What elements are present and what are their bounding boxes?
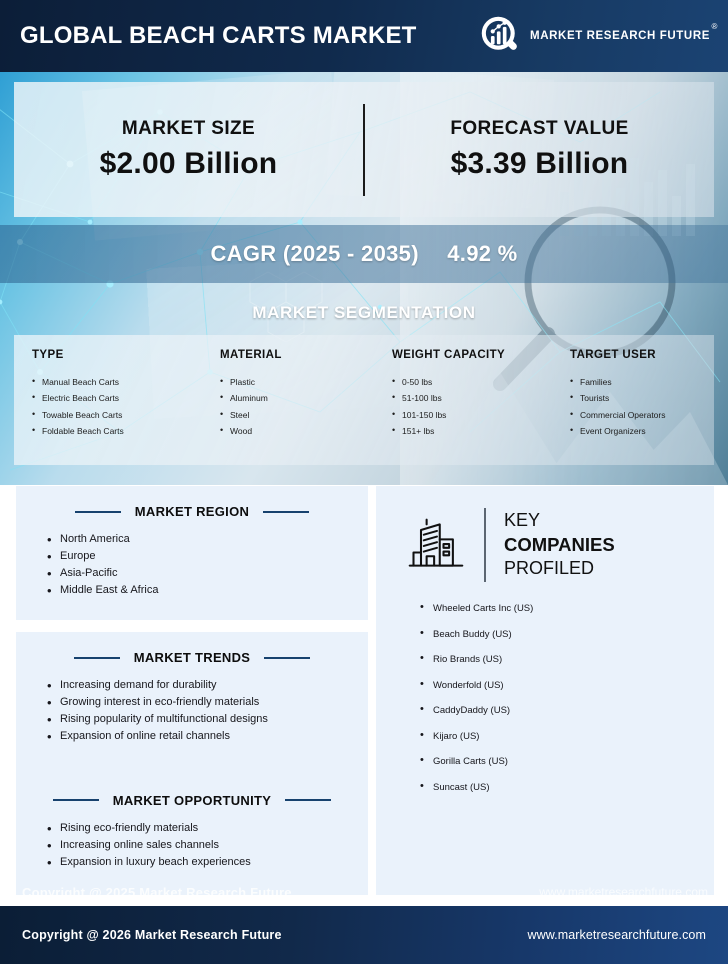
segment-list bbox=[220, 374, 374, 439]
market-size-label: MARKET SIZE bbox=[121, 118, 256, 139]
list-item: • Growing interest in eco-friendly materials bbox=[46, 694, 368, 711]
list-item: • Families bbox=[570, 374, 714, 390]
list-item: • Aluminum bbox=[220, 390, 374, 406]
segment-list bbox=[392, 374, 552, 439]
market-opportunity-title: MARKET OPPORTUNITY bbox=[112, 792, 272, 808]
list-item: • Rising popularity of multifunctional designs bbox=[46, 711, 368, 728]
market-opportunity-title-row bbox=[16, 793, 368, 808]
market-trends-title: MARKET TRENDS bbox=[133, 650, 251, 665]
list-item: • Foldable Beach Carts bbox=[32, 423, 202, 439]
footer-url[interactable]: www.marketresearchfuture.com bbox=[527, 928, 706, 942]
registered-trademark-icon: ® bbox=[711, 22, 718, 31]
segment-column-type bbox=[14, 349, 202, 465]
key-companies-line2: COMPANIES bbox=[504, 533, 615, 555]
office-building-icon bbox=[406, 515, 466, 575]
list-item: • Suncast (US) bbox=[420, 783, 714, 793]
segment-heading: TARGET USER bbox=[570, 349, 656, 361]
watermark-copyright: Copyright @ 2025 Market Research Future bbox=[22, 885, 292, 900]
list-item: • Kijaro (US) bbox=[420, 732, 714, 742]
market-opportunity-list bbox=[46, 820, 368, 871]
market-size-value: $2.00 Billion bbox=[99, 147, 278, 180]
key-companies-line1: KEY bbox=[504, 510, 541, 531]
key-companies-list bbox=[420, 604, 714, 792]
segmentation-title: MARKET SEGMENTATION bbox=[252, 303, 476, 322]
list-item: • 0-50 lbs bbox=[392, 374, 552, 390]
market-region-title: MARKET REGION bbox=[134, 504, 250, 519]
forecast-value-label: FORECAST VALUE bbox=[450, 118, 629, 139]
list-item: • 51-100 lbs bbox=[392, 390, 552, 406]
list-item: • Plastic bbox=[220, 374, 374, 390]
cagr-label: CAGR (2025 - 2035) bbox=[210, 241, 419, 266]
list-item: • Increasing online sales channels bbox=[46, 837, 368, 854]
page-title: GLOBAL BEACH CARTS MARKET bbox=[20, 22, 417, 49]
segment-heading: TYPE bbox=[32, 349, 64, 361]
magnifier-chart-logo-icon bbox=[479, 14, 523, 58]
footer-copyright: Copyright @ 2026 Market Research Future bbox=[22, 928, 282, 942]
cagr-band bbox=[0, 225, 728, 283]
key-companies-panel bbox=[376, 486, 714, 895]
list-item: • Rising eco-friendly materials bbox=[46, 820, 368, 837]
segment-list bbox=[570, 374, 714, 439]
list-item: • North America bbox=[46, 531, 368, 548]
segmentation-panel bbox=[14, 335, 714, 465]
list-item: • Manual Beach Carts bbox=[32, 374, 202, 390]
list-item: • Steel bbox=[220, 407, 374, 423]
list-item: • Asia-Pacific bbox=[46, 565, 368, 582]
segment-column-weight-capacity bbox=[374, 349, 552, 465]
rule-right bbox=[285, 799, 331, 801]
segment-heading: WEIGHT CAPACITY bbox=[392, 349, 506, 361]
list-item: • Wood bbox=[220, 423, 374, 439]
page-header bbox=[0, 0, 728, 72]
list-item: • Commercial Operators bbox=[570, 407, 714, 423]
list-item: • Wheeled Carts Inc (US) bbox=[420, 604, 714, 614]
list-item: • Towable Beach Carts bbox=[32, 407, 202, 423]
list-item: • Electric Beach Carts bbox=[32, 390, 202, 406]
market-stats-panel bbox=[14, 82, 714, 217]
market-size-block bbox=[14, 118, 363, 181]
rule-left bbox=[53, 799, 99, 801]
brand-logo bbox=[479, 14, 718, 58]
rule-left bbox=[75, 511, 121, 513]
rule-right bbox=[264, 657, 310, 659]
list-item: • Beach Buddy (US) bbox=[420, 630, 714, 640]
segment-heading: MATERIAL bbox=[220, 349, 282, 361]
list-item: • Tourists bbox=[570, 390, 714, 406]
market-region-title-row bbox=[16, 504, 368, 519]
rule-left bbox=[74, 657, 120, 659]
segmentation-title-band bbox=[0, 296, 728, 330]
market-trends-opportunity-panel bbox=[16, 632, 368, 895]
list-item: • 101-150 lbs bbox=[392, 407, 552, 423]
forecast-value-value: $3.39 Billion bbox=[450, 147, 629, 180]
list-item: • Expansion in luxury beach experiences bbox=[46, 854, 368, 871]
list-item: • CaddyDaddy (US) bbox=[420, 706, 714, 716]
key-companies-line3: PROFILED bbox=[504, 558, 595, 579]
key-companies-divider bbox=[484, 508, 486, 582]
list-item: • Wonderfold (US) bbox=[420, 681, 714, 691]
market-region-panel bbox=[16, 486, 368, 620]
cagr-text bbox=[210, 241, 517, 267]
watermark-url: www.marketresearchfuture.com bbox=[539, 885, 708, 899]
list-item: • Rio Brands (US) bbox=[420, 655, 714, 665]
forecast-value-block bbox=[365, 118, 714, 181]
list-item: • Increasing demand for durability bbox=[46, 677, 368, 694]
segment-column-target-user bbox=[552, 349, 714, 465]
market-region-list bbox=[46, 531, 368, 599]
key-companies-heading bbox=[376, 486, 714, 582]
rule-right bbox=[263, 511, 309, 513]
list-item: • Europe bbox=[46, 548, 368, 565]
key-companies-words bbox=[504, 509, 615, 581]
brand-logo-label: MARKET RESEARCH FUTURE bbox=[530, 30, 710, 42]
page-footer bbox=[0, 906, 728, 964]
list-item: • 151+ lbs bbox=[392, 423, 552, 439]
segment-list bbox=[32, 374, 202, 439]
list-item: • Event Organizers bbox=[570, 423, 714, 439]
cagr-value: 4.92 % bbox=[447, 241, 518, 266]
market-trends-title-row bbox=[16, 650, 368, 665]
list-item: • Expansion of online retail channels bbox=[46, 728, 368, 745]
market-trends-list bbox=[46, 677, 368, 745]
list-item: • Gorilla Carts (US) bbox=[420, 757, 714, 767]
brand-logo-text bbox=[530, 22, 718, 42]
list-item: • Middle East & Africa bbox=[46, 582, 368, 599]
segment-column-material bbox=[202, 349, 374, 465]
